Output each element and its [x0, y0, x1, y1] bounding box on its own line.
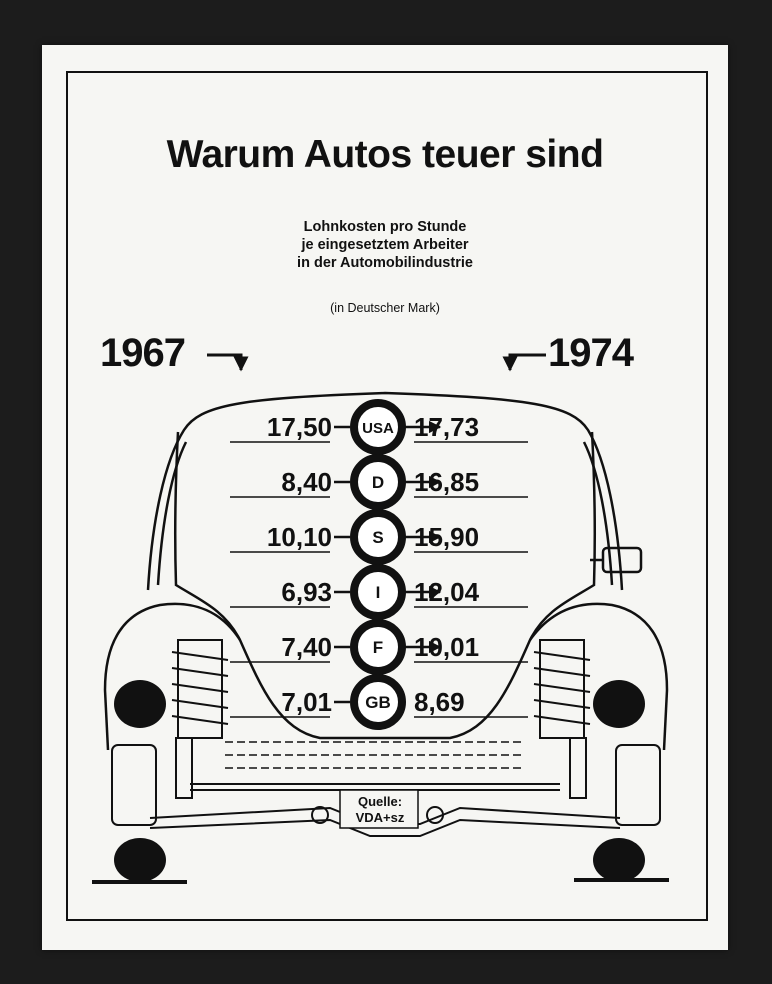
country-code-usa: USA [362, 420, 394, 437]
value-1974-i: 12,04 [414, 577, 480, 607]
year-left-label: 1967 [100, 331, 185, 375]
value-1974-f: 10,01 [414, 632, 480, 662]
chart-row-usa [230, 403, 528, 451]
data-rows [230, 403, 528, 726]
year-arrow-right [510, 355, 546, 370]
subtitle-line-2: je eingesetztem Arbeiter [301, 237, 469, 253]
year-arrow-left [207, 355, 241, 370]
page-title: Warum Autos teuer sind [166, 133, 604, 176]
value-1974-usa: 17,73 [414, 412, 480, 442]
value-1967-f: 7,40 [281, 632, 332, 662]
value-1967-gb: 7,01 [281, 687, 332, 717]
source-label: Quelle: [357, 794, 403, 809]
value-1967-d: 8,40 [281, 467, 332, 497]
unit-note: (in Deutscher Mark) [330, 301, 440, 315]
chart-row-i [230, 568, 528, 616]
chart-row-s [230, 513, 528, 561]
value-1974-s: 15,90 [414, 522, 480, 552]
country-code-i: I [375, 583, 381, 602]
chart-row-d [230, 458, 528, 506]
country-code-s: S [372, 528, 384, 547]
subtitle-line-3: in der Automobilindustrie [297, 255, 473, 271]
year-right-label: 1974 [548, 331, 633, 375]
value-1967-i: 6,93 [281, 577, 332, 607]
country-code-d: D [371, 473, 385, 492]
country-code-gb: GB [365, 693, 391, 712]
value-1974-d: 16,85 [414, 467, 480, 497]
value-1967-s: 10,10 [266, 522, 332, 552]
value-1967-usa: 17,50 [266, 412, 332, 442]
chart-row-f [230, 623, 528, 671]
value-1974-gb: 8,69 [414, 687, 465, 717]
dashed-lines [225, 742, 525, 768]
source-value: VDA+sz [355, 810, 405, 825]
country-code-f: F [372, 638, 384, 657]
subtitle-line-1: Lohnkosten pro Stunde [303, 219, 467, 235]
